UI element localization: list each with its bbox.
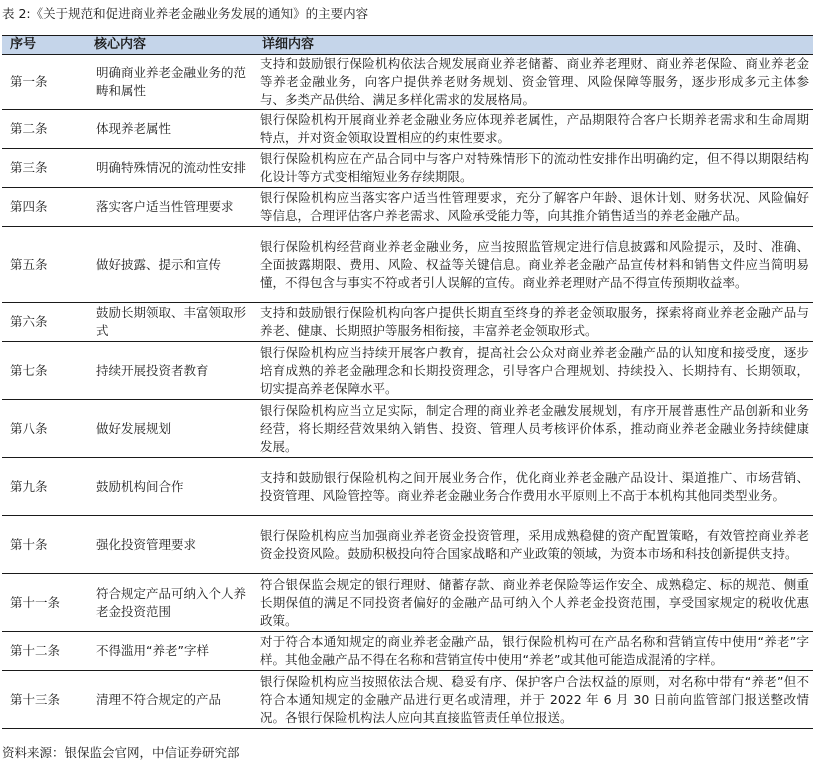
row-core: 强化投资管理要求 — [86, 516, 254, 574]
header-core: 核心内容 — [86, 36, 254, 55]
table-row — [2, 400, 813, 458]
table-header-row — [2, 36, 813, 55]
row-core: 体现养老属性 — [86, 110, 254, 149]
table-row — [2, 458, 813, 516]
row-detail: 银行保险机构应当按照依法合规、稳妥有序、保护客户合法权益的原则，对名称中带有“养老”但不符合本通知规定的金融产品进行更名或清理，并于 2022 年 6 月 30 日前向监管部门报送整改情况。各银行保险机构法人应向其直接监管责任单位报送。 — [254, 671, 813, 729]
table-row — [2, 342, 813, 400]
row-detail: 支持和鼓励银行保险机构之间开展业务合作，优化商业养老金融产品设计、渠道推广、市场营销、投资管理、风险管控等。商业养老金融业务合作费用水平原则上不高于本机构其他同类型业务。 — [254, 458, 813, 516]
table-row — [2, 110, 813, 149]
row-detail: 对于符合本通知规定的商业养老金融产品，银行保险机构可在产品名称和营销宣传中使用“养老”字样。其他金融产品不得在名称和营销宣传中使用“养老”或其他可能造成混淆的字样。 — [254, 632, 813, 671]
row-detail: 支持和鼓励银行保险机构向客户提供长期直至终身的养老金领取服务，探索将商业养老金融产品与养老、健康、长期照护等服务相衔接，丰富养老金领取形式。 — [254, 303, 813, 342]
table-row — [2, 516, 813, 574]
row-detail: 银行保险机构应当持续开展客户教育，提高社会公众对商业养老金融产品的认知度和接受度，逐步培育成熟的养老金融理念和长期投资理念，引导客户合理规划、持续投入、长期持有、长期领取，切实提高养老保障水平。 — [254, 342, 813, 400]
row-detail: 银行保险机构应当落实客户适当性管理要求，充分了解客户年龄、退休计划、财务状况、风险偏好等信息，合理评估客户养老需求、风险承受能力等，向其推介销售适当的养老金融产品。 — [254, 188, 813, 227]
row-detail: 银行保险机构经营商业养老金融业务，应当按照监管规定进行信息披露和风险提示，及时、准确、全面披露期限、费用、风险、权益等关键信息。商业养老金融产品宣传材料和销售文件应当简明易懂，不得包含与事实不符或者引人误解的宣传。商业养老理财产品不得宣传预期收益率。 — [254, 227, 813, 303]
row-no: 第十条 — [2, 516, 86, 574]
row-no: 第五条 — [2, 227, 86, 303]
table-row — [2, 574, 813, 632]
table-row — [2, 227, 813, 303]
row-detail: 支持和鼓励银行保险机构依法合规发展商业养老储蓄、商业养老理财、商业养老保险、商业养老金等养老金融业务，向客户提供养老财务规划、资金管理、风险保障等服务，逐步形成多元主体参与、多类产品供给、满足多样化需求的发展格局。 — [254, 55, 813, 110]
table-row — [2, 188, 813, 227]
row-detail: 银行保险机构应当立足实际，制定合理的商业养老金融发展规划，有序开展普惠性产品创新和业务经营，将长期经营效果纳入销售、投资、管理人员考核评价体系，推动商业养老金融业务持续健康发展。 — [254, 400, 813, 458]
row-no: 第九条 — [2, 458, 86, 516]
row-detail: 银行保险机构开展商业养老金融业务应体现养老属性，产品期限符合客户长期养老需求和生命周期特点，并对资金领取设置相应的约束性要求。 — [254, 110, 813, 149]
source-note: 资料来源：银保监会官网，中信证券研究部 — [2, 745, 240, 760]
table-row — [2, 671, 813, 729]
row-no: 第十三条 — [2, 671, 86, 729]
header-no: 序号 — [2, 36, 86, 55]
table-caption: 表 2:《关于规范和促进商业养老金融业务发展的通知》的主要内容 — [2, 6, 369, 21]
row-no: 第四条 — [2, 188, 86, 227]
row-no: 第八条 — [2, 400, 86, 458]
row-no: 第十一条 — [2, 574, 86, 632]
row-no: 第二条 — [2, 110, 86, 149]
row-detail: 银行保险机构应当加强商业养老资金投资管理，采用成熟稳健的资产配置策略，有效管控商业养老资金投资风险。鼓励积极投向符合国家战略和产业政策的领域，为资本市场和科技创新提供支持。 — [254, 516, 813, 574]
row-core: 做好发展规划 — [86, 400, 254, 458]
row-no: 第六条 — [2, 303, 86, 342]
row-core: 鼓励长期领取、丰富领取形式 — [86, 303, 254, 342]
row-core: 明确特殊情况的流动性安排 — [86, 149, 254, 188]
row-no: 第三条 — [2, 149, 86, 188]
row-core: 清理不符合规定的产品 — [86, 671, 254, 729]
policy-table — [2, 35, 813, 729]
row-core: 落实客户适当性管理要求 — [86, 188, 254, 227]
row-no: 第七条 — [2, 342, 86, 400]
row-no: 第一条 — [2, 55, 86, 110]
row-core: 持续开展投资者教育 — [86, 342, 254, 400]
table-row — [2, 149, 813, 188]
table-row — [2, 303, 813, 342]
row-detail: 符合银保监会规定的银行理财、储蓄存款、商业养老保险等运作安全、成熟稳定、标的规范、侧重长期保值的满足不同投资者偏好的金融产品可纳入个人养老金投资范围，享受国家规定的税收优惠政策。 — [254, 574, 813, 632]
row-detail: 银行保险机构应在产品合同中与客户对特殊情形下的流动性安排作出明确约定，但不得以期限结构化设计等方式变相缩短业务存续期限。 — [254, 149, 813, 188]
row-core: 不得滥用“养老”字样 — [86, 632, 254, 671]
row-core: 做好披露、提示和宣传 — [86, 227, 254, 303]
row-core: 符合规定产品可纳入个人养老金投资范围 — [86, 574, 254, 632]
row-no: 第十二条 — [2, 632, 86, 671]
table-row — [2, 632, 813, 671]
header-detail: 详细内容 — [254, 36, 813, 55]
table-row — [2, 55, 813, 110]
row-core: 明确商业养老金融业务的范畴和属性 — [86, 55, 254, 110]
row-core: 鼓励机构间合作 — [86, 458, 254, 516]
